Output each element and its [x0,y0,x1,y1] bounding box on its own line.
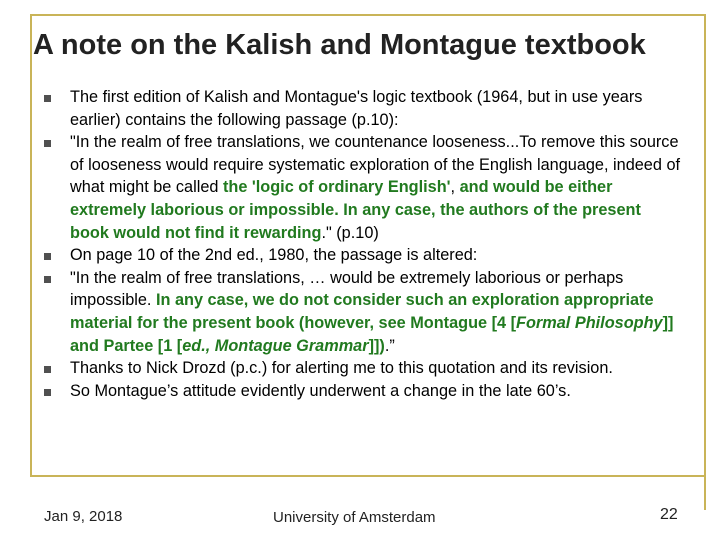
bullet-text-segment: ]]) [368,336,385,355]
page-number: 22 [660,506,678,523]
bullet-text-segment: and would be either extremely laborious or impossible. In any case, the authors of the present book would not find it rewarding [70,178,641,242]
bullet-text-segment: In any case, we do not consider such an exploration appropriate material for the present book (however, see Montague [4 [ [70,291,654,332]
bullet-item [44,380,684,403]
bullet-text-segment: ed., Montague Grammar [182,336,369,355]
square-bullet-icon [44,366,51,373]
bullet-text-segment: ." (p.10) [321,223,379,242]
square-bullet-icon [44,140,51,147]
bullet-item [44,131,684,244]
bullet-text-segment: "In the realm of free translations, … would be extremely laborious or perhaps impossible. [70,268,624,310]
square-bullet-icon [44,276,51,283]
bullet-text-segment: the 'logic of ordinary English' [222,178,451,197]
bullet-text-segment: "In the realm of free translations, we countenance looseness...To remove this source of looseness would require systematic exploration of the English language, indeed of what might be called [70,133,681,197]
footer-institution: University of Amsterdam [273,509,436,526]
frame-top-line [30,14,706,16]
bullet-item [44,357,684,380]
frame-left-line [30,14,32,475]
bullet-text-segment: .” [384,336,395,355]
bullet-text-segment: Thanks to Nick Drozd (p.c.) for alerting me to this quotation and its revision. [70,359,613,378]
bullet-item [44,86,684,131]
frame-bottom-line [30,475,706,477]
bullet-text-segment: On page 10 of the 2nd ed., 1980, the passage is altered: [70,246,478,265]
bullet-text-segment: So Montague’s attitude evidently underwent a change in the late 60’s. [70,381,571,400]
frame-right-line [704,14,706,510]
bullet-list [44,86,684,402]
square-bullet-icon [44,389,51,396]
bullet-text-segment: ]] and Partee [1 [ [70,313,674,355]
bullet-text-segment: The first edition of Kalish and Montague's logic textbook (1964, but in use years earlier) contains the following passage (p.10): [70,88,643,129]
bullet-item [44,244,684,267]
slide-title: A note on the Kalish and Montague textbook [33,29,646,61]
bullet-text-segment: , [450,178,460,197]
footer-date: Jan 9, 2018 [44,508,123,525]
square-bullet-icon [44,95,51,102]
bullet-text-segment: Formal Philosophy [516,313,663,332]
square-bullet-icon [44,253,51,260]
bullet-item [44,267,684,357]
